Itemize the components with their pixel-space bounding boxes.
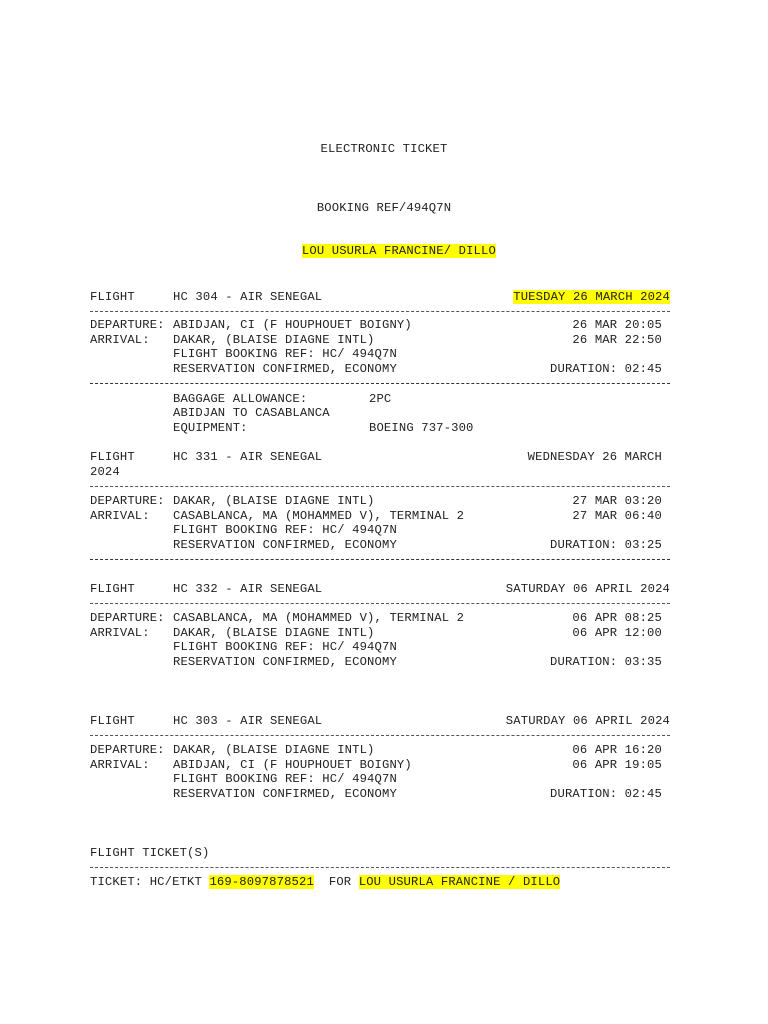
departure-airport: CASABLANCA, MA (MOHAMMED V), TERMINAL 2 [173,611,465,625]
departure-airport: DAKAR, (BLAISE DIAGNE INTL) [173,494,375,508]
arrival-time: 06 APR 19:05 [572,758,662,772]
booking-reference: BOOKING REF/494Q7N [316,201,452,215]
divider [90,486,670,487]
flight-label: FLIGHT [90,450,135,464]
flight-duration: DURATION: 02:45 [550,787,662,801]
flight-date: TUESDAY 26 MARCH 2024 [513,290,670,304]
divider [90,383,670,384]
baggage-value: 2PC [369,392,392,406]
reservation-status: RESERVATION CONFIRMED, ECONOMY [173,787,397,801]
arrival-label: ARRIVAL: [90,758,150,772]
flight-date: SATURDAY 06 APRIL 2024 [505,582,670,596]
arrival-time: 06 APR 12:00 [572,626,662,640]
flight-duration: DURATION: 02:45 [550,362,662,376]
reservation-status: RESERVATION CONFIRMED, ECONOMY [173,538,397,552]
ticket-passenger: LOU USURLA FRANCINE / DILLO [358,875,561,889]
baggage-label: BAGGAGE ALLOWANCE: [173,392,308,406]
departure-time: 06 APR 16:20 [572,743,662,757]
departure-time: 27 MAR 03:20 [572,494,662,508]
flight-label: FLIGHT [90,290,135,304]
departure-airport: ABIDJAN, CI (F HOUPHOUET BOIGNY) [173,318,412,332]
equipment-label: EQUIPMENT: [173,421,248,435]
flight-booking-ref: FLIGHT BOOKING REF: HC/ 494Q7N [173,523,397,537]
flight-number: HC 331 - AIR SENEGAL [173,450,323,464]
arrival-label: ARRIVAL: [90,333,150,347]
flight-duration: DURATION: 03:35 [550,655,662,669]
arrival-airport: DAKAR, (BLAISE DIAGNE INTL) [173,333,375,347]
flight-booking-ref: FLIGHT BOOKING REF: HC/ 494Q7N [173,772,397,786]
arrival-airport: ABIDJAN, CI (F HOUPHOUET BOIGNY) [173,758,412,772]
flight-label: FLIGHT [90,714,135,728]
flight-date: SATURDAY 06 APRIL 2024 [505,714,670,728]
flight-label: FLIGHT [90,582,135,596]
arrival-airport: DAKAR, (BLAISE DIAGNE INTL) [173,626,375,640]
divider [90,559,670,560]
document-title: ELECTRONIC TICKET [320,142,448,156]
reservation-status: RESERVATION CONFIRMED, ECONOMY [173,362,397,376]
passenger-name: LOU USURLA FRANCINE/ DILLO [301,244,496,258]
equipment-value: BOEING 737-300 [369,421,474,435]
ticket-line [90,875,560,889]
arrival-time: 27 MAR 06:40 [572,509,662,523]
flight-duration: DURATION: 03:25 [550,538,662,552]
flight-number: HC 332 - AIR SENEGAL [173,582,323,596]
divider [90,867,670,868]
flight-booking-ref: FLIGHT BOOKING REF: HC/ 494Q7N [173,347,397,361]
departure-airport: DAKAR, (BLAISE DIAGNE INTL) [173,743,375,757]
ticket-number: 169-8097878521 [209,875,314,889]
arrival-label: ARRIVAL: [90,626,150,640]
divider [90,735,670,736]
departure-time: 26 MAR 20:05 [572,318,662,332]
departure-label: DEPARTURE: [90,743,165,757]
departure-label: DEPARTURE: [90,611,165,625]
ticket-prefix: TICKET: HC/ETKT [90,875,202,889]
baggage-route: ABIDJAN TO CASABLANCA [173,406,330,420]
arrival-airport: CASABLANCA, MA (MOHAMMED V), TERMINAL 2 [173,509,465,523]
departure-label: DEPARTURE: [90,318,165,332]
flight-date-wrap: 2024 [90,465,120,479]
departure-time: 06 APR 08:25 [572,611,662,625]
arrival-label: ARRIVAL: [90,509,150,523]
flight-number: HC 303 - AIR SENEGAL [173,714,323,728]
ticket-for-label: FOR [328,875,352,889]
tickets-heading: FLIGHT TICKET(S) [90,846,210,860]
flight-number: HC 304 - AIR SENEGAL [173,290,323,304]
flight-booking-ref: FLIGHT BOOKING REF: HC/ 494Q7N [173,640,397,654]
reservation-status: RESERVATION CONFIRMED, ECONOMY [173,655,397,669]
departure-label: DEPARTURE: [90,494,165,508]
arrival-time: 26 MAR 22:50 [572,333,662,347]
divider [90,311,670,312]
divider [90,603,670,604]
flight-date: WEDNESDAY 26 MARCH [527,450,662,464]
